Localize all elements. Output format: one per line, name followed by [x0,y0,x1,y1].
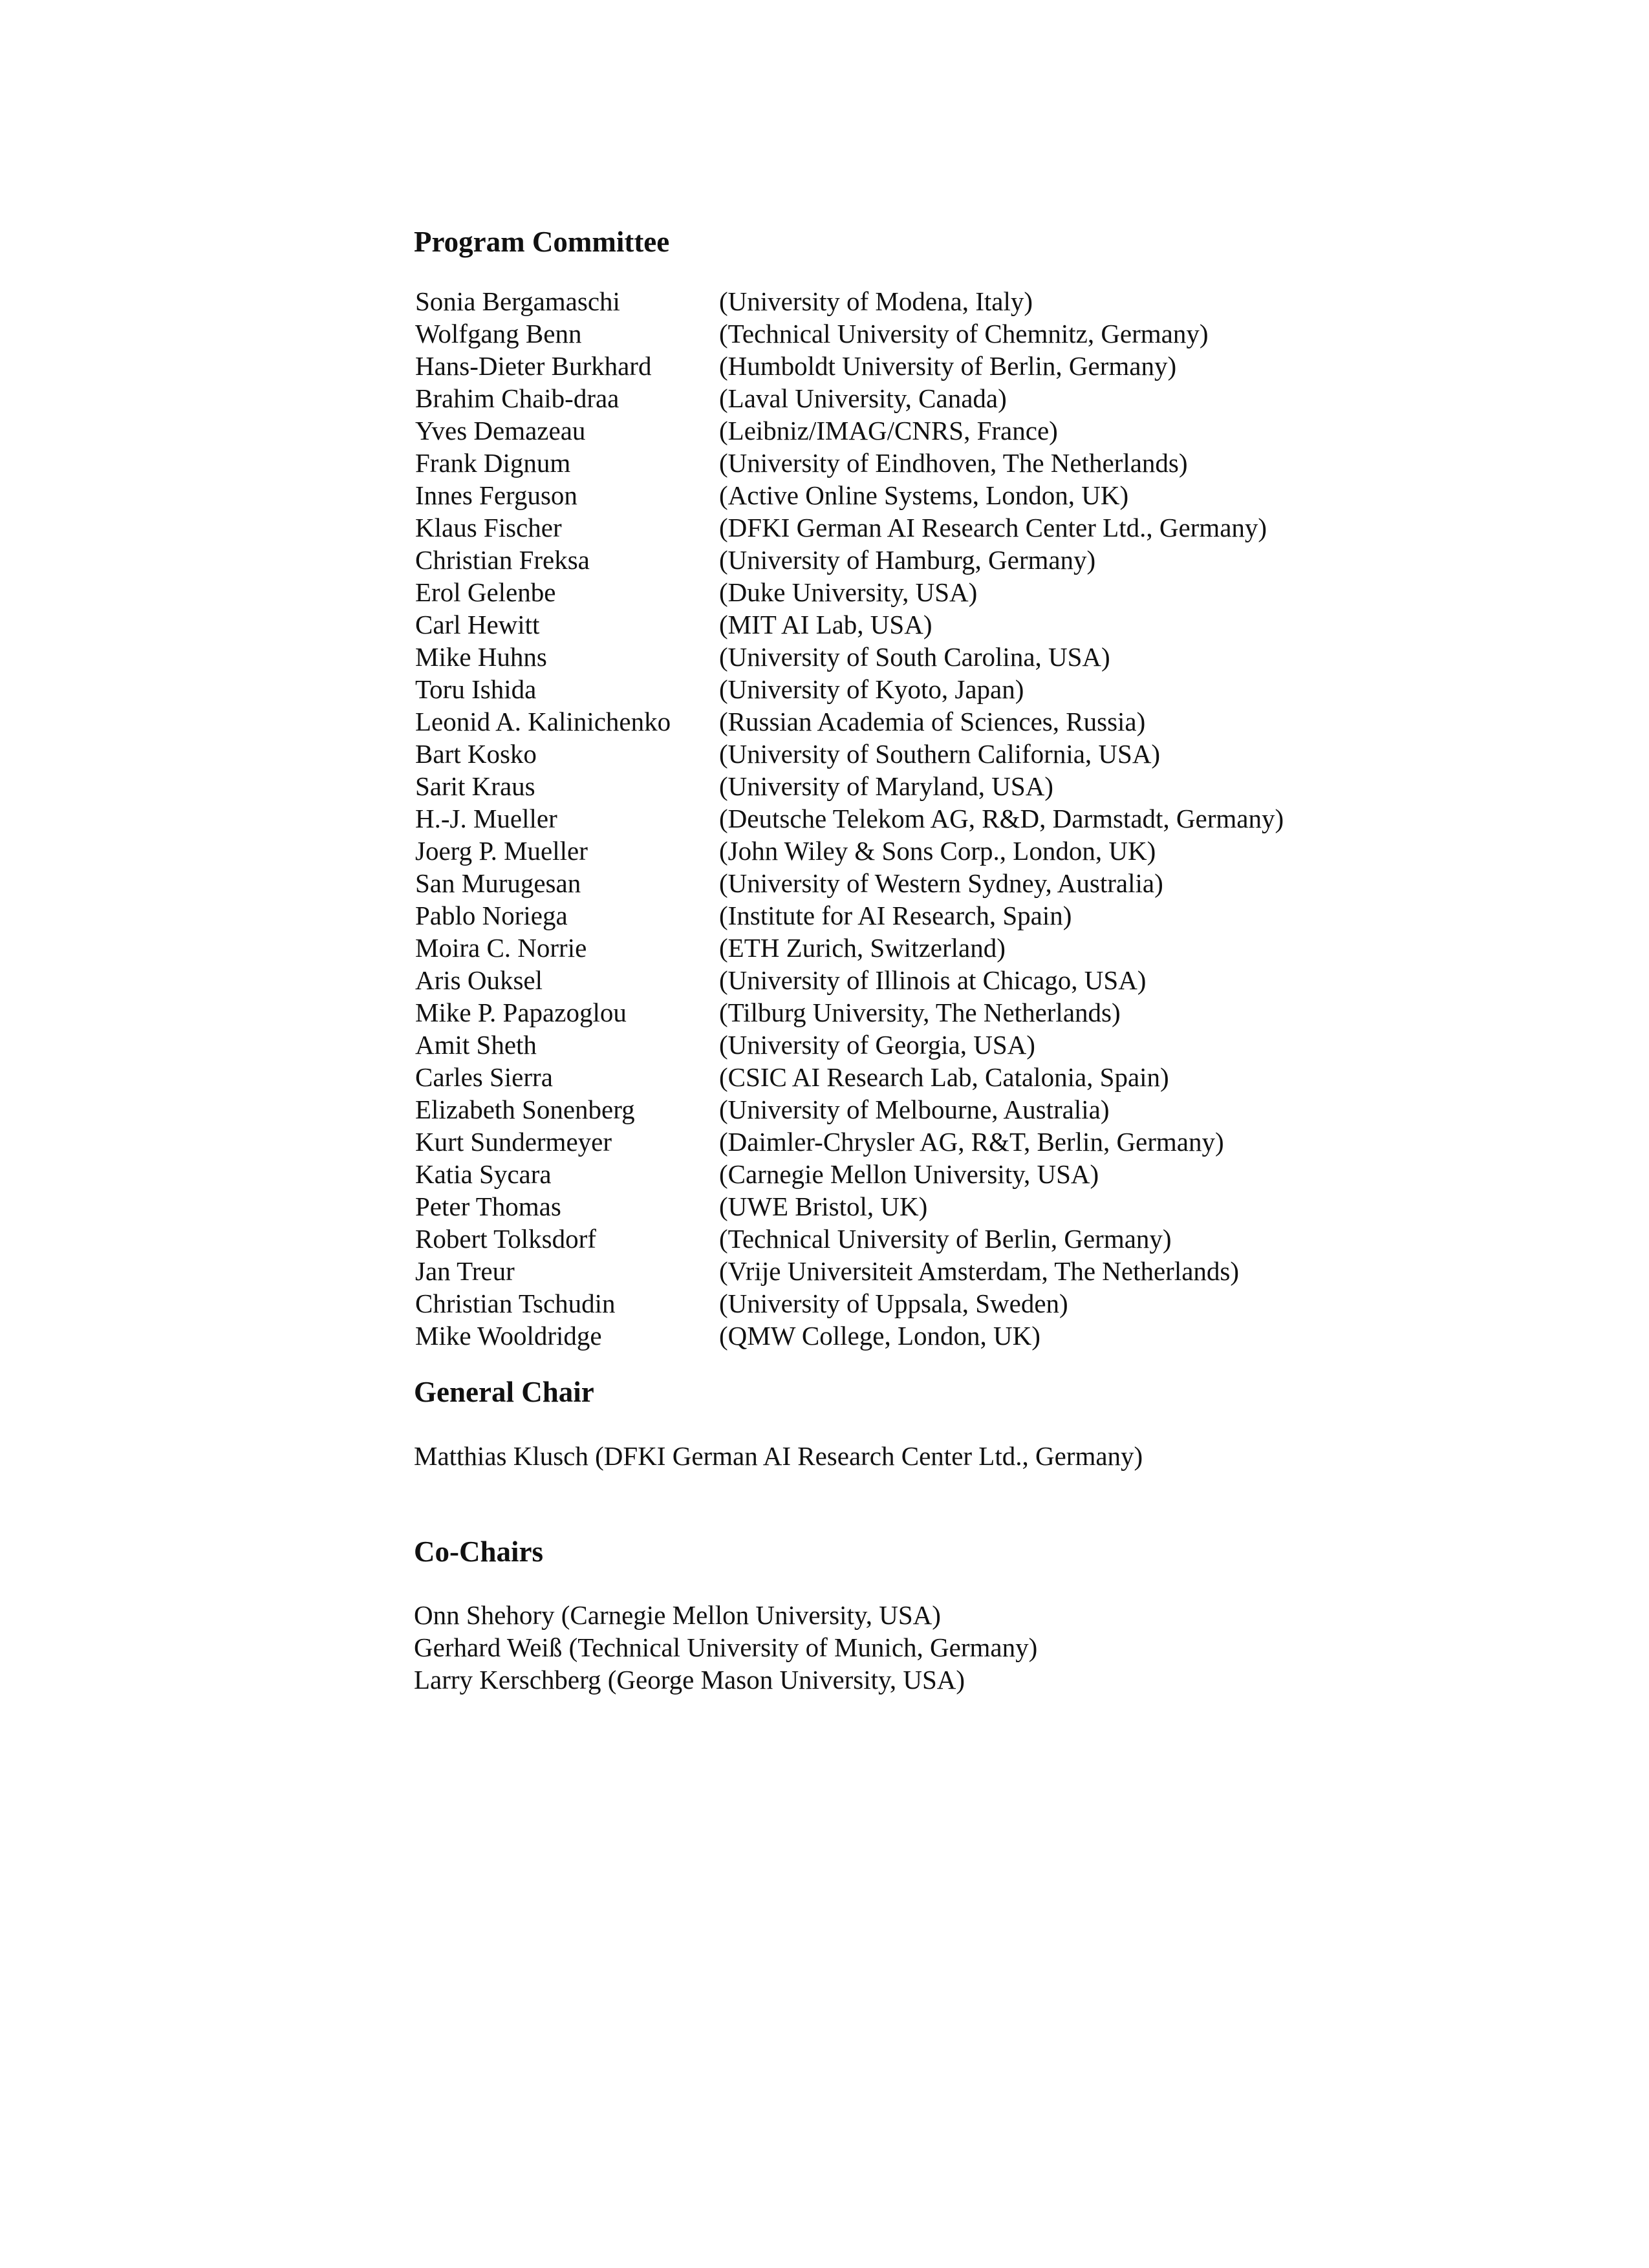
member-affiliation: (Active Online Systems, London, UK) [719,480,1129,510]
committee-member-row [415,479,1553,511]
member-affiliation: (Daimler-Chrysler AG, R&T, Berlin, Germany) [719,1127,1224,1157]
member-affiliation: (University of South Carolina, USA) [719,642,1110,672]
member-affiliation: (University of Modena, Italy) [719,286,1033,316]
member-affiliation: (Tilburg University, The Netherlands) [719,998,1121,1027]
member-affiliation: (Technical University of Berlin, Germany) [719,1224,1172,1254]
co-chair-entry: Larry Kerschberg (George Mason University, USA) [414,1665,965,1695]
member-name: Leonid A. Kalinichenko [415,707,671,736]
committee-member-row [415,317,1553,350]
member-affiliation: (Institute for AI Research, Spain) [719,901,1072,930]
member-name: San Murugesan [415,868,581,898]
co-chair-entry: Gerhard Weiß (Technical University of Munich, Germany) [414,1632,1038,1662]
member-name: Robert Tolksdorf [415,1224,596,1254]
member-name: Toru Ishida [415,674,537,704]
member-affiliation: (Deutsche Telekom AG, R&D, Darmstadt, Germany) [719,804,1284,833]
member-name: Moira C. Norrie [415,933,587,963]
member-affiliation: (Leibniz/IMAG/CNRS, France) [719,416,1058,445]
committee-member-row [415,738,1553,770]
member-affiliation: (University of Eindhoven, The Netherlands) [719,448,1188,478]
member-affiliation: (John Wiley & Sons Corp., London, UK) [719,836,1156,866]
member-name: Mike Wooldridge [415,1321,602,1351]
member-affiliation: (University of Kyoto, Japan) [719,674,1024,704]
member-affiliation: (University of Illinois at Chicago, USA) [719,965,1147,995]
committee-member-row [415,1029,1553,1061]
committee-member-row [415,770,1553,802]
member-name: Mike Huhns [415,642,547,672]
member-name: Elizabeth Sonenberg [415,1095,635,1124]
committee-member-row [415,1061,1553,1093]
committee-member-row [415,1287,1553,1320]
committee-member-row [415,673,1553,705]
member-name: Christian Freksa [415,545,590,575]
member-affiliation: (Russian Academia of Sciences, Russia) [719,707,1146,736]
member-name: Peter Thomas [415,1192,561,1221]
committee-member-row [415,1093,1553,1126]
member-name: Christian Tschudin [415,1289,616,1318]
member-affiliation: (University of Georgia, USA) [719,1030,1035,1060]
member-name: Bart Kosko [415,739,537,769]
program-committee-heading: Program Committee [414,226,670,258]
general-chair-heading: General Chair [414,1376,594,1408]
member-name: Wolfgang Benn [415,319,582,348]
committee-member-row [415,576,1553,608]
member-affiliation: (Duke University, USA) [719,577,978,607]
member-affiliation: (University of Hamburg, Germany) [719,545,1096,575]
committee-member-row [415,1126,1553,1158]
member-name: Amit Sheth [415,1030,537,1060]
member-affiliation: (University of Uppsala, Sweden) [719,1289,1068,1318]
member-affiliation: (UWE Bristol, UK) [719,1192,928,1221]
member-name: Kurt Sundermeyer [415,1127,612,1157]
co-chair-entry: Onn Shehory (Carnegie Mellon University, USA) [414,1600,941,1630]
committee-member-row [415,835,1553,867]
member-name: Innes Ferguson [415,480,577,510]
member-name: Klaus Fischer [415,513,562,542]
committee-member-row [415,382,1553,414]
member-name: Aris Ouksel [415,965,543,995]
member-affiliation: (DFKI German AI Research Center Ltd., Germany) [719,513,1267,542]
member-affiliation: (Technical University of Chemnitz, Germany) [719,319,1209,348]
member-affiliation: (MIT AI Lab, USA) [719,610,932,639]
member-affiliation: (University of Southern California, USA) [719,739,1161,769]
committee-member-row [415,899,1553,932]
member-affiliation: (CSIC AI Research Lab, Catalonia, Spain) [719,1062,1169,1092]
member-name: Brahim Chaib-draa [415,383,620,413]
committee-member-row [415,802,1553,835]
member-affiliation: (ETH Zurich, Switzerland) [719,933,1006,963]
member-name: Sarit Kraus [415,771,535,801]
co-chairs-heading: Co-Chairs [414,1535,543,1568]
committee-member-row [415,1320,1553,1352]
committee-member-row [415,544,1553,576]
committee-member-row [415,1223,1553,1255]
committee-member-row [415,414,1553,447]
member-name: Pablo Noriega [415,901,568,930]
co-chairs-list [414,1599,1037,1696]
committee-member-row [415,932,1553,964]
committee-member-row [415,1190,1553,1223]
program-committee-list [415,285,1553,1352]
committee-member-row [415,350,1553,382]
member-affiliation: (Humboldt University of Berlin, Germany) [719,351,1177,381]
committee-member-row [415,641,1553,673]
member-affiliation: (Laval University, Canada) [719,383,1007,413]
committee-member-row [415,511,1553,544]
member-name: Frank Dignum [415,448,571,478]
committee-member-row [415,1255,1553,1287]
member-name: Jan Treur [415,1256,515,1286]
member-affiliation: (University of Maryland, USA) [719,771,1053,801]
member-affiliation: (University of Western Sydney, Australia) [719,868,1163,898]
committee-member-row [415,1158,1553,1190]
general-chair-entry: Matthias Klusch (DFKI German AI Research Center Ltd., Germany) [414,1441,1143,1471]
committee-member-row [415,867,1553,899]
member-name: H.-J. Mueller [415,804,557,833]
committee-member-row [415,608,1553,641]
member-name: Erol Gelenbe [415,577,556,607]
committee-member-row [415,285,1553,317]
member-name: Mike P. Papazoglou [415,998,627,1027]
committee-member-row [415,447,1553,479]
member-name: Sonia Bergamaschi [415,286,620,316]
member-name: Yves Demazeau [415,416,586,445]
committee-member-row [415,705,1553,738]
committee-member-row [415,996,1553,1029]
member-name: Katia Sycara [415,1159,552,1189]
member-name: Hans-Dieter Burkhard [415,351,652,381]
member-name: Carles Sierra [415,1062,553,1092]
member-affiliation: (Carnegie Mellon University, USA) [719,1159,1099,1189]
member-affiliation: (Vrije Universiteit Amsterdam, The Netherlands) [719,1256,1240,1286]
committee-member-row [415,964,1553,996]
member-name: Joerg P. Mueller [415,836,588,866]
member-name: Carl Hewitt [415,610,540,639]
member-affiliation: (QMW College, London, UK) [719,1321,1040,1351]
member-affiliation: (University of Melbourne, Australia) [719,1095,1110,1124]
